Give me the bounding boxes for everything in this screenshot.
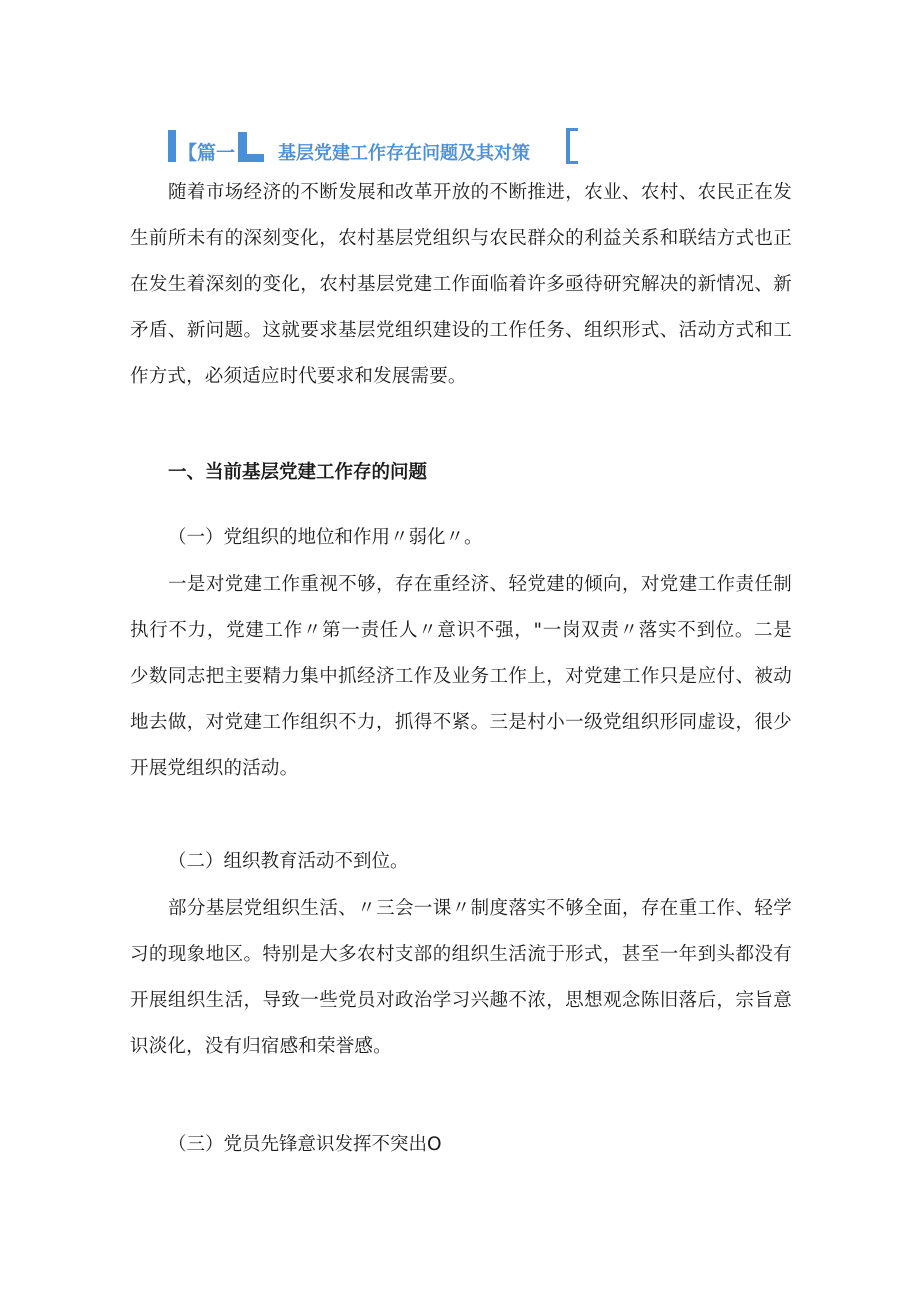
title-bracket-decoration: [566, 128, 580, 164]
subsection-body-1: 一是对党建工作重视不够，存在重经济、轻党建的倾向，对党建工作责任制执行不力，党建工作〃第一责任人〃意识不强，"一岗双责〃落实不到位。二是少数同志把主要精力集中抓经济工作及业务工作上，对党建工作只是应付、被动地去做，对党建工作组织不力，抓得不紧。三是村小一级党组织形同虚设，很少开展党组织的活动。: [130, 574, 792, 779]
title-text: 基层党建工作存在问题及其对策: [278, 143, 530, 164]
title-l-decoration: [238, 132, 264, 162]
document-title: [168, 128, 588, 168]
subsection-heading-1: （一）党组织的地位和作用〃弱化〃。: [168, 527, 483, 548]
title-prefix: 【篇一: [178, 142, 236, 164]
title-left-bar-decoration: [168, 130, 176, 162]
subsection-body-2: 部分基层党组织生活、〃三会一课〃制度落实不够全面，存在重工作、轻学习的现象地区。特别是大多农村支部的组织生活流于形式，甚至一年到头都没有开展组织生活，导致一些党员对政治学习兴趣不浓，思想观念陈旧落后，宗旨意识淡化，没有归宿感和荣誉感。: [130, 898, 792, 1057]
intro-paragraph: 随着市场经济的不断发展和改革开放的不断推进，农业、农村、农民正在发生前所未有的深刻变化，农村基层党组织与农民群众的利益关系和联结方式也正在发生着深刻的变化，农村基层党建工作面临着许多亟待研究解决的新情况、新矛盾、新问题。这就要求基层党组织建设的工作任务、组织形式、活动方式和工作方式，必须适应时代要求和发展需要。: [130, 182, 792, 387]
subsection-heading-3: （三）党员先锋意识发挥不突出O: [168, 1134, 442, 1155]
section-heading-1: 一、当前基层党建工作存的问题: [168, 462, 428, 483]
subsection-heading-2: （二）组织教育活动不到位。: [168, 851, 409, 872]
